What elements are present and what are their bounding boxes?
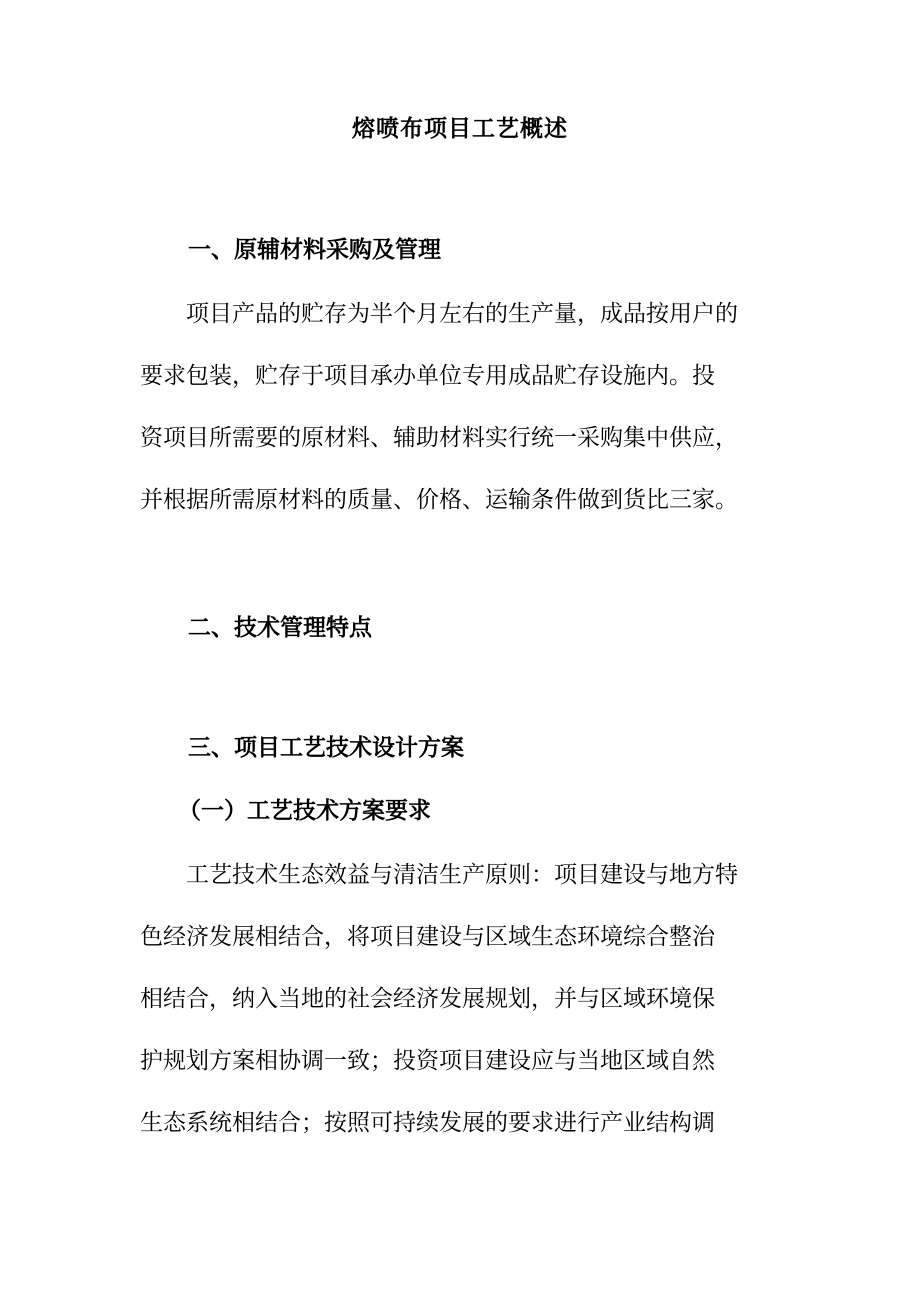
paragraph-line: 资项目所需要的原材料、辅助材料实行统一采购集中供应， xyxy=(140,425,738,451)
document-title: 熔喷布项目工艺概述 xyxy=(352,115,568,142)
section-1-paragraph xyxy=(140,283,800,531)
paragraph-line: 项目产品的贮存为半个月左右的生产量，成品按用户的 xyxy=(186,301,738,327)
section-heading-2: 二、技术管理特点 xyxy=(188,614,372,641)
paragraph-line: 工艺技术生态效益与清洁生产原则：项目建设与地方特 xyxy=(186,862,738,888)
paragraph-line: 相结合，纳入当地的社会经济发展规划，并与区域环境保 xyxy=(140,986,715,1012)
subsection-heading: （一）工艺技术方案要求 xyxy=(178,797,431,824)
paragraph-line: 并根据所需原材料的质量、价格、运输条件做到货比三家。 xyxy=(140,487,738,513)
paragraph-line: 要求包装，贮存于项目承办单位专用成品贮存设施内。投 xyxy=(140,363,715,389)
section-heading-1: 一、原辅材料采购及管理 xyxy=(188,236,441,263)
paragraph-line: 护规划方案相协调一致；投资项目建设应与当地区域自然 xyxy=(140,1048,715,1074)
section-heading-3: 三、项目工艺技术设计方案 xyxy=(188,734,464,761)
section-3-paragraph xyxy=(140,844,800,1154)
paragraph-line: 生态系统相结合；按照可持续发展的要求进行产业结构调 xyxy=(140,1110,715,1136)
paragraph-line: 色经济发展相结合，将项目建设与区域生态环境综合整治 xyxy=(140,924,715,950)
